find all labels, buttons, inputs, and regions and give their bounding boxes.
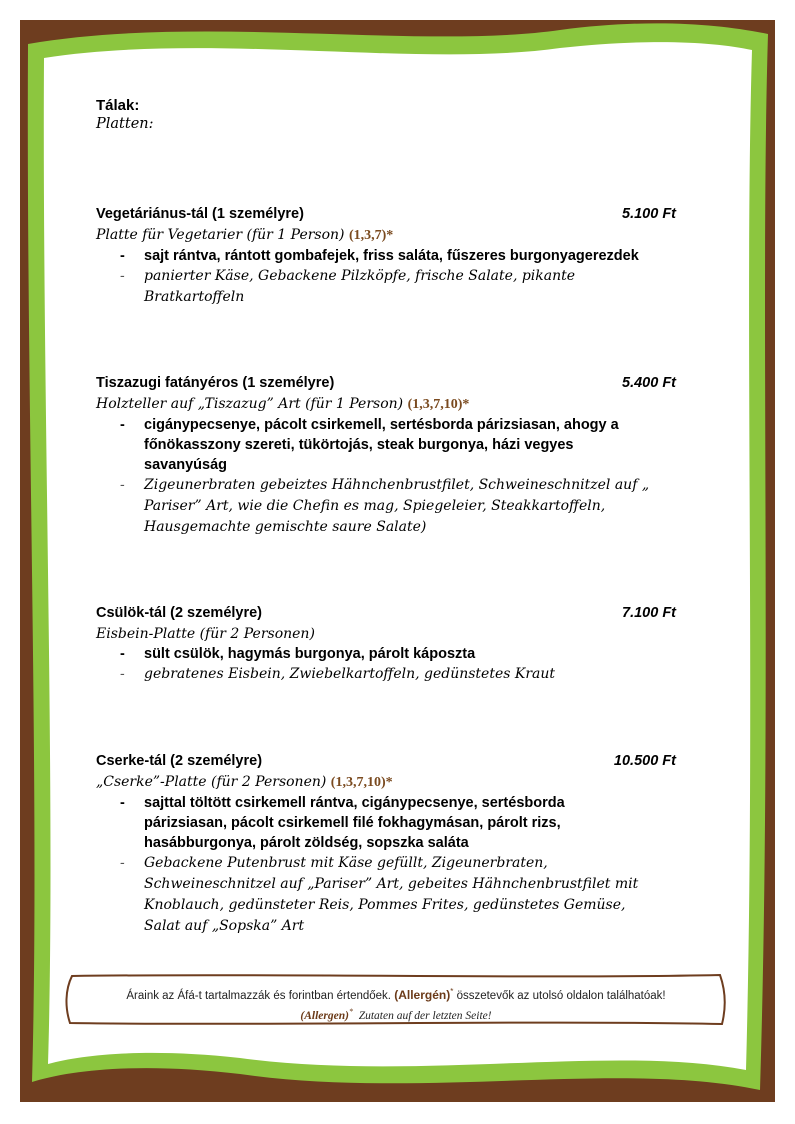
dish-name: Cserke-tál (2 személyre) bbox=[96, 753, 263, 769]
dish-tiszazugi bbox=[96, 374, 696, 538]
list-item: - panierter Käse, Gebackene Pilzköpfe, frische Salate, pikante Bratkartoffeln bbox=[120, 268, 576, 305]
list-item: - cigánypecsenye, pácolt csirkemell, sertésborda párizsiasan, ahogy a főnökasszony szereti, tükörtojás, steak burgonya, házi vegyes savanyúság bbox=[120, 417, 619, 473]
dish-price: 10.500 Ft bbox=[613, 753, 676, 769]
dish-items bbox=[96, 644, 696, 685]
dish-name-de: Platte für Vegetarier (für 1 Person) (1,3,7)* bbox=[96, 227, 394, 243]
allergen-codes: (1,3,7,10)* bbox=[407, 397, 470, 412]
dish-csulok bbox=[96, 604, 696, 685]
dish-name: Csülök-tál (2 személyre) bbox=[96, 605, 263, 621]
list-item: - sajttal töltött csirkemell rántva, cigánypecsenye, sertésborda párizsiasan, pácolt csirkemell filé fokhagymásan, párolt rizs, hasábburgonya, párolt zöldség, sopszka saláta bbox=[120, 795, 565, 851]
dish-cserke bbox=[96, 752, 696, 937]
page-title: Tálak: bbox=[96, 97, 140, 114]
footer-note bbox=[62, 972, 730, 1027]
footer-line-hu: Áraink az Áfá-t tartalmazzák és forintban értendőek. (Allergén)* összetevők az utolsó oldalon találhatóak! bbox=[126, 987, 666, 1002]
list-item: - Gebackene Putenbrust mit Käse gefüllt, Zigeunerbraten, Schweineschnitzel auf „Pariser” Art, gebeites Hähnchenbrustfilet mit Knoblauch, gedünsteter Reis, Pommes Frites, gedünstetes Gemüse, Salat auf „Sopska” Art bbox=[120, 855, 639, 934]
list-item: - gebratenes Eisbein, Zwiebelkartoffeln, gedünstetes Kraut bbox=[120, 666, 556, 682]
allergen-codes: (1,3,7)* bbox=[348, 228, 394, 243]
list-item: - sajt rántva, rántott gombafejek, friss saláta, fűszeres burgonyagerezdek bbox=[120, 248, 639, 264]
dish-name: Tiszazugi fatányéros (1 személyre) bbox=[96, 375, 335, 391]
dish-vegetarian bbox=[96, 205, 696, 308]
dish-name: Vegetáriánus-tál (1 személyre) bbox=[96, 206, 304, 222]
dish-name-de: Holzteller auf „Tiszazug” Art (für 1 Person) (1,3,7,10)* bbox=[96, 396, 470, 412]
dish-price: 7.100 Ft bbox=[622, 605, 676, 621]
dish-items bbox=[96, 793, 696, 937]
dish-price: 5.400 Ft bbox=[622, 375, 676, 391]
page-subtitle: Platten: bbox=[96, 116, 154, 132]
dish-price: 5.100 Ft bbox=[622, 206, 676, 222]
dish-name-de: Eisbein-Platte (für 2 Personen) bbox=[96, 626, 315, 642]
dish-items bbox=[96, 246, 696, 308]
menu-header bbox=[96, 96, 696, 134]
list-item: - sült csülök, hagymás burgonya, párolt káposzta bbox=[120, 646, 476, 662]
dish-items bbox=[96, 415, 696, 538]
allergen-codes: (1,3,7,10)* bbox=[330, 775, 393, 790]
footer-line-de: (Allergen)* Zutaten auf der letzten Seite! bbox=[300, 1006, 492, 1022]
list-item: - Zigeunerbraten gebeiztes Hähnchenbrustfilet, Schweineschnitzel auf „ Pariser” Art, wie die Chefin es mag, Spiegeleier, Steakkartoffeln, Hausgemachte gemischte saure Salate) bbox=[120, 477, 650, 535]
dish-name-de: „Cserke”-Platte (für 2 Personen) (1,3,7,10)* bbox=[96, 774, 393, 790]
